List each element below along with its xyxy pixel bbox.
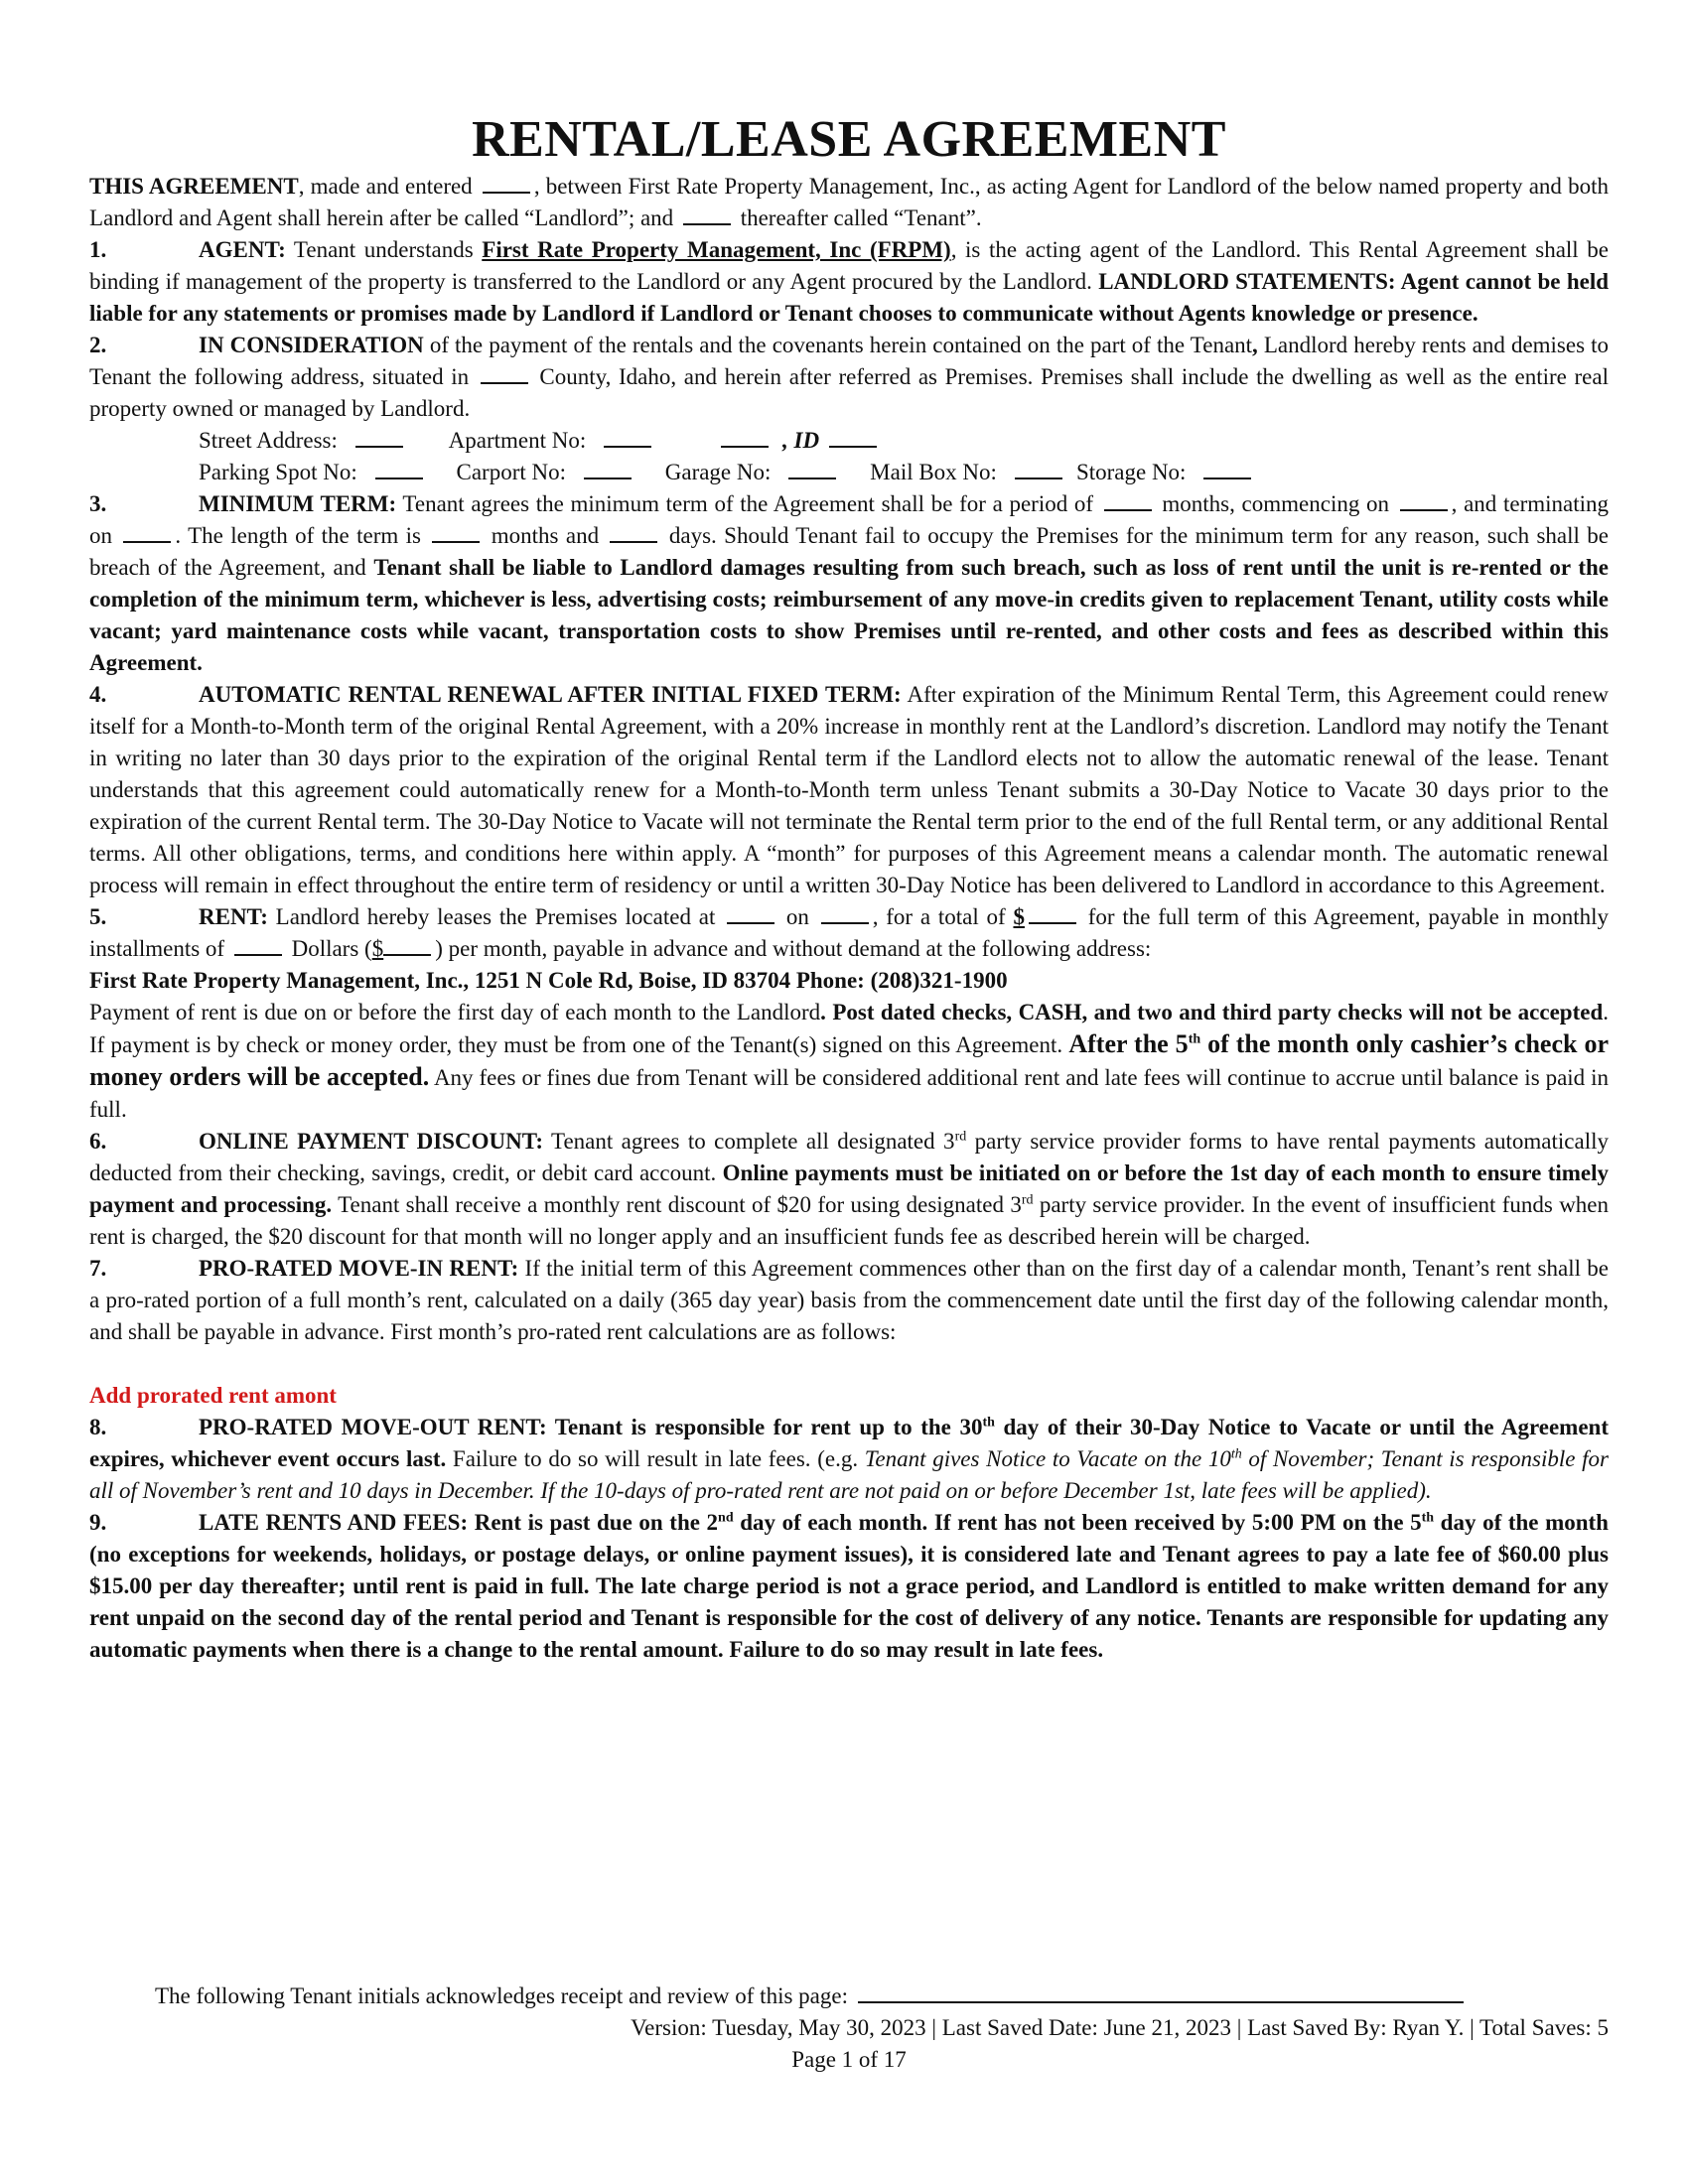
section-text: . The length of the term is bbox=[175, 523, 429, 548]
section-bold-text: Tenant is responsible for rent up to the 30 bbox=[546, 1415, 983, 1439]
payment-restrictions: . Post dated checks, CASH, and two and third party checks will not be accepted bbox=[820, 1000, 1604, 1024]
section-text: party service provider forms to have rental payments automatically deducted from their checking, savings, credit, or debit card account. bbox=[89, 1129, 1609, 1185]
section-text: days. Should Tenant fail to occupy the Premises for the minimum term for any reason, such shall be breach of the Agreement, and bbox=[89, 523, 1610, 580]
payment-address bbox=[89, 965, 1609, 997]
county-blank bbox=[481, 381, 528, 384]
street-address-label: Street Address: bbox=[199, 428, 338, 453]
section-heading: IN CONSIDERATION bbox=[199, 333, 424, 357]
mailbox-blank bbox=[1015, 477, 1062, 479]
document-title: RENTAL/LEASE AGREEMENT bbox=[472, 111, 1226, 168]
dollar-sign: $ bbox=[371, 936, 384, 961]
section-heading: LATE RENTS AND FEES: bbox=[199, 1510, 469, 1535]
superscript: rd bbox=[954, 1129, 967, 1145]
section-5-rent bbox=[89, 901, 1609, 965]
section-text: , and terminating on bbox=[89, 491, 1609, 548]
section-text: Landlord hereby rents and demises to Tenant the following address, situated in bbox=[89, 333, 1610, 389]
section-number: 8. bbox=[89, 1415, 107, 1439]
section-bold-text: day of their 30-Day Notice to Vacate or until the Agreement expires, whichever event occurs last. bbox=[89, 1415, 1609, 1471]
commence-blank bbox=[1400, 508, 1448, 511]
intro-text: , made and entered bbox=[298, 174, 479, 199]
superscript: th bbox=[1230, 1446, 1242, 1462]
section-heading: AUTOMATIC RENTAL RENEWAL AFTER INITIAL FIXED TERM: bbox=[199, 682, 902, 707]
date-blank bbox=[483, 191, 530, 194]
superscript: th bbox=[1421, 1510, 1435, 1526]
example-text: Tenant gives Notice to Vacate on the 10 bbox=[864, 1446, 1231, 1471]
section-8-move-out bbox=[89, 1412, 1609, 1507]
payment-terms bbox=[89, 997, 1609, 1126]
storage-label: Storage No: bbox=[1075, 460, 1187, 484]
prorated-note: Add prorated rent amont bbox=[89, 1383, 337, 1408]
intro-text: thereafter called “Tenant”. bbox=[734, 205, 982, 230]
intro-lead: THIS AGREEMENT bbox=[89, 174, 299, 199]
section-number: 1. bbox=[89, 237, 107, 262]
section-text: of the payment of the rentals and the covenants herein contained on the part of the Tenant bbox=[423, 333, 1253, 357]
section-9-late-fees bbox=[89, 1507, 1609, 1666]
zip-blank bbox=[829, 445, 877, 448]
section-text: Payment of rent is due on or before the first day of each month to the Landlord bbox=[89, 1000, 821, 1024]
section-text: Failure to do so will result in late fees. (e.g. bbox=[446, 1446, 865, 1471]
premises-blank bbox=[727, 921, 774, 924]
carport-blank bbox=[584, 477, 632, 479]
section-number: 3. bbox=[89, 491, 107, 516]
page-footer bbox=[89, 1980, 1609, 2076]
carport-label: Carport No: bbox=[456, 460, 566, 484]
example-text: of November; Tenant is responsible for all of November’s rent and 10 days in December. If the 10-days of pro-rated rent are not paid on or before December 1st, late fees will be applied). bbox=[89, 1446, 1609, 1503]
section-bold-text: Rent is past due on the 2 bbox=[468, 1510, 719, 1535]
months-blank bbox=[1104, 508, 1152, 511]
section-number: 4. bbox=[89, 682, 107, 707]
section-number: 7. bbox=[89, 1256, 107, 1281]
payment-address-text: First Rate Property Management, Inc., 1251 N Cole Rd, Boise, ID 83704 Phone: (208)321-1900 bbox=[89, 968, 1008, 993]
section-7-move-in bbox=[89, 1253, 1609, 1348]
section-text: Landlord hereby leases the Premises located at bbox=[267, 904, 724, 929]
section-text: months and bbox=[484, 523, 607, 548]
breach-clause: Tenant shall be liable to Landlord damages resulting from such breach, such as loss of rent until the unit is re-rented or the completion of the minimum term, whichever is less, advertising costs; reimbursement of any move-in credits given to replacement Tenant, utility costs while vacant; yard maintenance costs while vacant, transportation costs to show Premises until re-rented, and other costs and fees as described within this Agreement. bbox=[89, 555, 1609, 675]
superscript: nd bbox=[718, 1510, 734, 1526]
section-text: , bbox=[1252, 333, 1258, 357]
section-text: County, Idaho, and herein after referred as Premises. Premises shall include the dwelling as well as the entire real property owned or managed by Landlord. bbox=[89, 364, 1609, 421]
section-bold-text: day of the month (no exceptions for weekends, holidays, or postage delays, or online payment issues), it is considered late and Tenant agrees to pay a late fee of $60.00 plus $15.00 per day thereafter; until rent is paid in full. The late charge period is not a grace period, and Landlord is entitled to make written demand for any rent unpaid on the second day of the rental period and Tenant is responsible for the cost of delivery of any notice. Tenants are responsible for updating any automatic payments when there is a change to the rental amount. Failure to do so may result in late fees. bbox=[89, 1510, 1609, 1662]
section-text: party service provider. In the event of insufficient funds when rent is charged, the $20 discount for that month will no longer apply and an insufficient funds fee as described herein will be charged. bbox=[89, 1192, 1610, 1249]
tenant-blank bbox=[683, 222, 731, 225]
state-label: , ID bbox=[782, 428, 820, 453]
online-payment-deadline: Online payments must be initiated on or before the 1st day of each month to ensure timely payment and processing. bbox=[89, 1160, 1610, 1217]
garage-label: Garage No: bbox=[664, 460, 772, 484]
section-2-consideration bbox=[89, 330, 1609, 425]
initials-field[interactable] bbox=[858, 2000, 1464, 2003]
version-info: Version: Tuesday, May 30, 2023 | Last Saved Date: June 21, 2023 | Last Saved By: Ryan Y. | Total Saves: 5 bbox=[631, 2015, 1609, 2040]
section-text: If the initial term of this Agreement commences other than on the first day of a calendar month, Tenant’s rent shall be a pro-rated portion of a full month’s rent, calculated on a daily (365 day year) basis from the commencement date until the first day of the following calendar month, and shall be payable in advance. First month’s pro-rated rent calculations are as follows: bbox=[89, 1256, 1609, 1344]
section-text: After expiration of the Minimum Rental Term, this Agreement could renew itself for a Month-to-Month term of the original Rental Agreement, with a 20% increase in monthly rent at the Landlord’s discretion. Landlord may notify the Tenant in writing no later than 30 days prior to the expiration of the original Rental term if the Landlord elects not to allow the automatic renewal of the lease. Tenant understands that this agreement could automatically renew for a Month-to-Month term unless Tenant submits a 30-Day Notice to Vacate 30 days prior to the expiration of the current Rental term. The 30-Day Notice to Vacate will not terminate the Rental term prior to the end of the full Rental term, or any additional Rental terms. All other obligations, terms, and conditions here within apply. A “month” for purposes of this Agreement means a calendar month. The automatic renewal process will remain in effect throughout the entire term of residency or until a written 30-Day Notice has been delivered to Landlord in accordance to this Agreement. bbox=[89, 682, 1609, 897]
section-number: 5. bbox=[89, 904, 107, 929]
garage-blank bbox=[788, 477, 836, 479]
section-text: , for a total of bbox=[872, 904, 1014, 929]
section-text: ) per month, payable in advance and without demand at the following address: bbox=[435, 936, 1152, 961]
landlord-statements: LANDLORD STATEMENTS: Agent cannot be held liable for any statements or promises made by Landlord if Landlord or Tenant chooses to communicate without Agents knowledge or presence. bbox=[89, 269, 1609, 326]
address-row bbox=[89, 425, 1609, 457]
section-text: Tenant understands bbox=[285, 237, 483, 262]
parking-row bbox=[89, 457, 1609, 488]
section-heading: AGENT: bbox=[199, 237, 286, 262]
section-heading: ONLINE PAYMENT DISCOUNT: bbox=[199, 1129, 543, 1154]
parking-blank bbox=[375, 477, 423, 479]
section-heading: RENT: bbox=[199, 904, 268, 929]
section-heading: PRO-RATED MOVE-OUT RENT: bbox=[199, 1415, 547, 1439]
storage-blank bbox=[1203, 477, 1251, 479]
section-1-agent bbox=[89, 234, 1609, 330]
section-text: for the full term of this Agreement, payable in monthly installments of bbox=[89, 904, 1609, 961]
section-bold-text: day of each month. If rent has not been received by 5:00 PM on the 5 bbox=[733, 1510, 1422, 1535]
superscript: th bbox=[982, 1415, 995, 1431]
section-text: Tenant agrees to complete all designated 3 bbox=[543, 1129, 955, 1154]
notice-text: of the month only cashier’s check or money orders will be accepted. bbox=[89, 1029, 1609, 1091]
section-heading: MINIMUM TERM: bbox=[199, 491, 397, 516]
section-text: Tenant shall receive a monthly rent discount of $20 for using designated 3 bbox=[332, 1192, 1022, 1217]
section-text: on bbox=[778, 904, 817, 929]
section-text: , is the acting agent of the Landlord. This Rental Agreement shall be binding if management of the property is transferred to the Landlord or any Agent procured by the Landlord. bbox=[89, 237, 1609, 294]
company-name: First Rate Property Management, Inc (FRPM) bbox=[482, 237, 951, 262]
section-6-online-discount bbox=[89, 1126, 1609, 1253]
section-text: Any fees or fines due from Tenant will be considered additional rent and late fees will continue to accrue until balance is paid in full. bbox=[89, 1065, 1610, 1122]
total-blank bbox=[1029, 921, 1076, 924]
superscript: th bbox=[1188, 1031, 1201, 1047]
initials-line bbox=[89, 1980, 1609, 2012]
city-blank bbox=[721, 445, 769, 448]
section-text: Dollars ( bbox=[285, 936, 372, 961]
street-blank bbox=[355, 445, 403, 448]
term-months-blank bbox=[432, 540, 480, 543]
page-number: Page 1 of 17 bbox=[791, 2047, 907, 2072]
monthly-blank bbox=[383, 953, 431, 956]
section-text: . If payment is by check or money order, they must be from one of the Tenant(s) signed on this Agreement. bbox=[89, 1000, 1609, 1057]
intro-text: , between First Rate Property Management, Inc., as acting Agent for Landlord of the below named property and both Landlord and Agent shall herein after be called “Landlord”; and bbox=[89, 174, 1609, 230]
superscript: rd bbox=[1021, 1192, 1034, 1208]
spacer bbox=[89, 1348, 1609, 1380]
section-text: Tenant agrees the minimum term of the Agreement shall be for a period of bbox=[396, 491, 1100, 516]
installment-blank bbox=[234, 953, 282, 956]
mailbox-label: Mail Box No: bbox=[870, 460, 997, 484]
section-4-renewal bbox=[89, 679, 1609, 901]
dollar-sign: $ bbox=[1013, 904, 1025, 929]
section-number: 2. bbox=[89, 333, 107, 357]
intro-paragraph bbox=[89, 171, 1609, 234]
section-heading: PRO-RATED MOVE-IN RENT: bbox=[199, 1256, 519, 1281]
section-text: months, commencing on bbox=[1155, 491, 1396, 516]
section-number: 6. bbox=[89, 1129, 107, 1154]
apartment-blank bbox=[604, 445, 651, 448]
parking-label: Parking Spot No: bbox=[199, 460, 357, 484]
section-number: 9. bbox=[89, 1510, 107, 1535]
document-page bbox=[89, 109, 1609, 1666]
apartment-label: Apartment No: bbox=[448, 428, 587, 453]
initials-label: The following Tenant initials acknowledges receipt and review of this page: bbox=[155, 1983, 848, 2008]
date-blank bbox=[821, 921, 869, 924]
section-3-minimum-term bbox=[89, 488, 1609, 679]
notice-text: After the 5 bbox=[1068, 1029, 1189, 1058]
term-days-blank bbox=[610, 540, 657, 543]
terminate-blank bbox=[123, 540, 171, 543]
